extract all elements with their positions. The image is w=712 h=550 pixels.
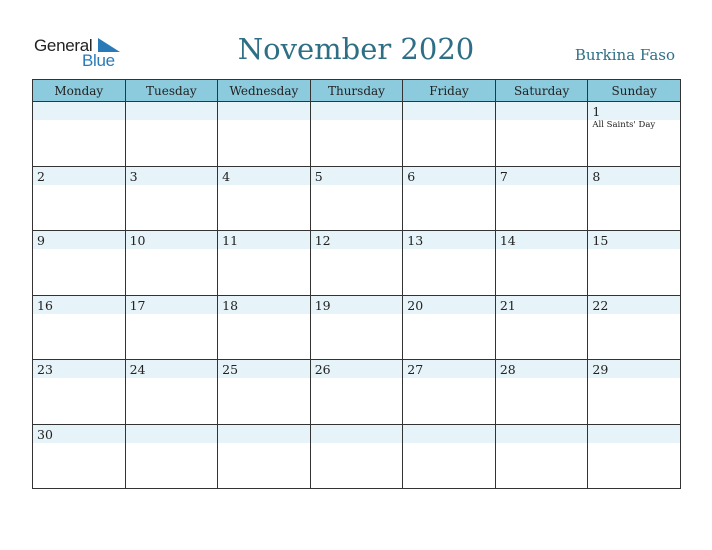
day-number: 15 (592, 233, 609, 248)
day-cell (33, 102, 126, 167)
day-number: 25 (222, 362, 239, 377)
day-number (311, 425, 403, 427)
country-label: Burkina Faso (574, 46, 675, 64)
day-number: 7 (499, 168, 508, 184)
day-cell (33, 360, 126, 425)
day-cell (33, 231, 126, 296)
day-cell (588, 295, 681, 360)
week-row (33, 295, 681, 360)
day-cell (403, 231, 496, 296)
logo-blue-text: Blue (82, 51, 115, 70)
day-number (588, 425, 680, 427)
day-cell (33, 424, 126, 489)
day-cell (588, 102, 681, 167)
weekday-header-tuesday: Tuesday (125, 80, 218, 102)
day-cell (495, 166, 588, 231)
day-number: 16 (37, 297, 53, 313)
day-cell (588, 166, 681, 231)
day-cell (495, 424, 588, 489)
day-number: 1 (592, 104, 601, 119)
day-cell (403, 424, 496, 489)
day-cell (218, 295, 311, 360)
day-cell (403, 166, 496, 231)
day-number: 9 (37, 233, 45, 248)
day-number: 19 (314, 297, 331, 313)
weekday-header-row (33, 80, 681, 102)
day-number (33, 102, 125, 104)
day-number-band (403, 425, 495, 443)
day-cell (218, 424, 311, 489)
day-number: 17 (129, 297, 146, 313)
day-number: 21 (499, 297, 516, 313)
weekday-header-saturday: Saturday (495, 80, 588, 102)
day-number-band (311, 425, 403, 443)
day-number: 6 (407, 168, 416, 184)
day-cell (310, 424, 403, 489)
day-cell (218, 360, 311, 425)
day-cell (125, 166, 218, 231)
day-cell (310, 295, 403, 360)
day-cell (588, 360, 681, 425)
day-cell (33, 166, 126, 231)
day-number (496, 425, 588, 427)
day-cell (125, 102, 218, 167)
day-number (311, 102, 403, 104)
logo-general-text: General (34, 36, 93, 55)
day-number: 11 (222, 233, 239, 248)
day-number: 26 (314, 362, 331, 377)
day-cell (495, 102, 588, 167)
day-number (126, 425, 218, 427)
day-cell (125, 295, 218, 360)
day-cell (403, 360, 496, 425)
day-number-band (588, 425, 680, 443)
day-number-band (126, 425, 218, 443)
day-cell (218, 166, 311, 231)
day-number: 22 (592, 297, 609, 313)
week-row (33, 424, 681, 489)
day-number (218, 102, 310, 104)
week-row (33, 231, 681, 296)
day-number: 18 (222, 297, 239, 313)
day-cell (218, 231, 311, 296)
day-number: 27 (407, 362, 424, 377)
day-cell (310, 231, 403, 296)
day-number (403, 425, 495, 427)
day-number-band (311, 102, 403, 120)
day-cell (403, 102, 496, 167)
day-cell (125, 360, 218, 425)
day-number: 28 (499, 362, 516, 377)
day-number (403, 102, 495, 104)
day-cell (403, 295, 496, 360)
day-number: 24 (129, 362, 146, 377)
day-number-band (496, 102, 588, 120)
day-number: 4 (222, 168, 231, 184)
day-number-band (218, 425, 310, 443)
day-cell (495, 360, 588, 425)
day-number (218, 425, 310, 427)
day-number: 23 (37, 362, 53, 377)
day-number: 30 (37, 426, 53, 442)
day-number: 14 (499, 233, 516, 248)
weekday-header-friday: Friday (403, 80, 496, 102)
day-number-band (403, 102, 495, 120)
day-number: 5 (314, 168, 323, 184)
day-number: 29 (592, 362, 609, 377)
day-number: 12 (314, 233, 331, 248)
day-cell (588, 424, 681, 489)
week-row (33, 166, 681, 231)
holiday-label: All Saints' Day (592, 120, 656, 130)
page-title: November 2020 (237, 32, 475, 66)
day-number-band (126, 102, 218, 120)
day-number-band (218, 102, 310, 120)
day-number (496, 102, 588, 104)
day-number (126, 102, 218, 104)
day-number: 13 (407, 233, 424, 248)
day-number-band (496, 425, 588, 443)
weekday-header-sunday: Sunday (588, 80, 681, 102)
day-number-band (33, 102, 125, 120)
day-number: 20 (407, 297, 424, 313)
day-cell (588, 231, 681, 296)
day-cell (310, 102, 403, 167)
day-cell (310, 360, 403, 425)
day-cell (495, 295, 588, 360)
day-number: 2 (37, 168, 45, 184)
day-cell (310, 166, 403, 231)
day-number: 8 (592, 168, 601, 184)
day-cell (495, 231, 588, 296)
calendar-grid (32, 79, 681, 489)
day-number: 10 (129, 233, 146, 248)
weekday-header-monday: Monday (33, 80, 126, 102)
day-cell (125, 424, 218, 489)
week-row (33, 102, 681, 167)
week-row (33, 360, 681, 425)
weekday-header-thursday: Thursday (310, 80, 403, 102)
day-cell (218, 102, 311, 167)
day-cell (125, 231, 218, 296)
weekday-header-wednesday: Wednesday (218, 80, 311, 102)
day-cell (33, 295, 126, 360)
day-number: 3 (129, 168, 138, 184)
